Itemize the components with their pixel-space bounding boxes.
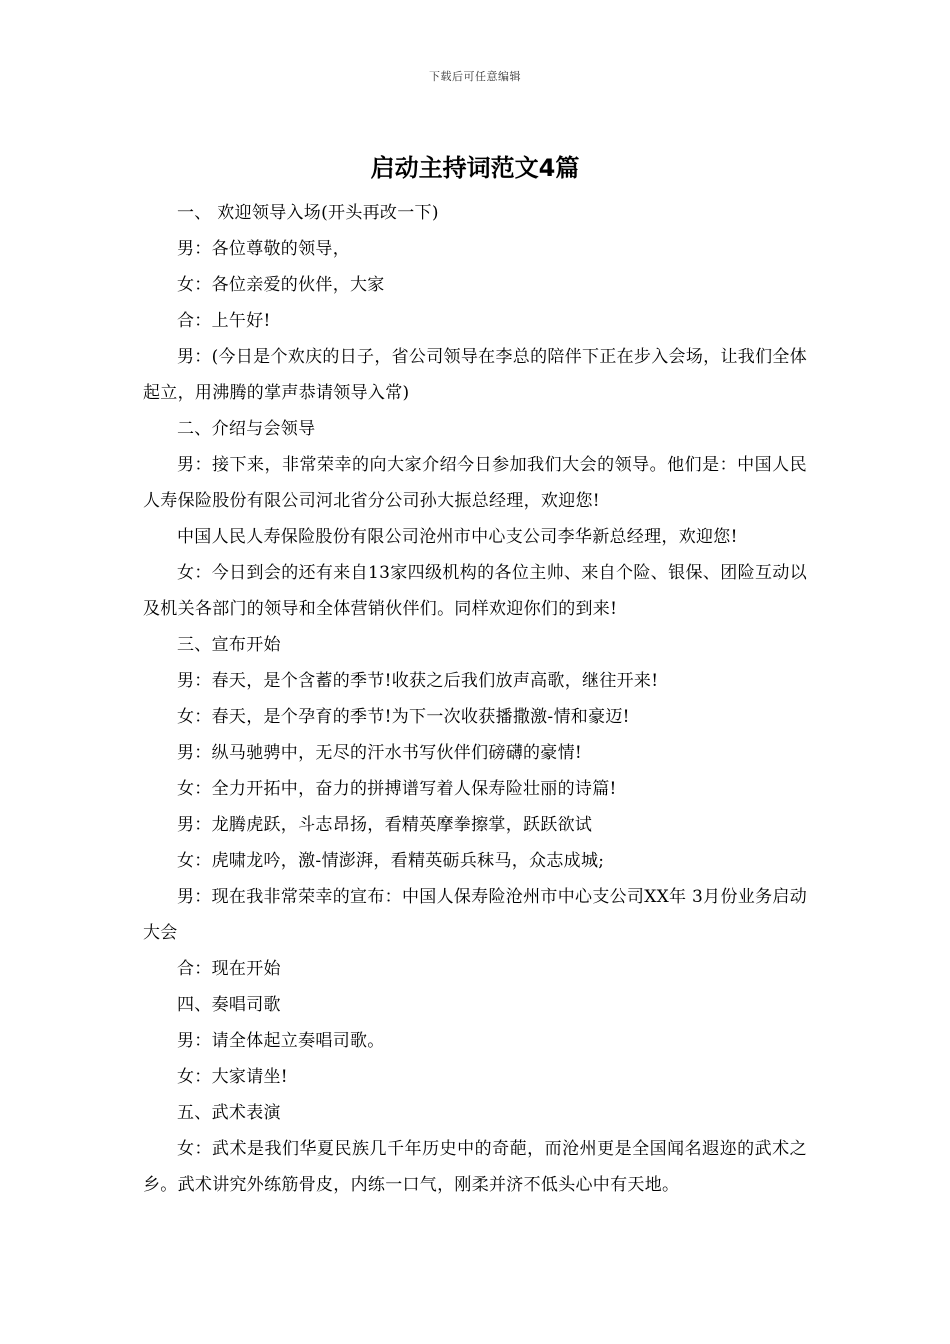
paragraph: 女：各位亲爱的伙伴，大家 [177,275,385,295]
paragraph: 男：龙腾虎跃，斗志昂扬，看精英摩拳擦掌，跃跃欲试 [177,815,593,835]
paragraph: 合：现在开始 [177,959,281,979]
paragraph: 中国人民人寿保险股份有限公司沧州市中心支公司李华新总经理，欢迎您! [177,527,738,547]
paragraph: 男：各位尊敬的领导， [177,239,350,259]
header-note: 下载后可任意编辑 [429,70,521,83]
paragraph: 女：大家请坐! [177,1067,288,1087]
document-title: 启动主持词范文4篇 [370,154,580,182]
paragraph: 女：全力开拓中，奋力的拼搏谱写着人保寿险壮丽的诗篇! [177,779,617,799]
paragraph: 男：接下来，非常荣幸的向大家介绍今日参加我们大会的领导。他们是：中国人民人寿保险股份有限公司河北省分公司孙大振总经理，欢迎您! [143,455,807,511]
paragraph: 男：(今日是个欢庆的日子，省公司领导在李总的陪伴下正在步入会场，让我们全体起立，用沸腾的掌声恭请领导入常) [143,347,807,403]
paragraph: 女：虎啸龙吟，激-情澎湃，看精英砺兵秣马，众志成城; [177,851,605,871]
paragraph: 一、 欢迎领导入场(开头再改一下) [177,203,439,223]
paragraph: 四、奏唱司歌 [177,995,281,1015]
paragraph: 男：春天，是个含蓄的季节!收获之后我们放声高歌，继往开来! [177,671,659,691]
document-body [143,195,807,1203]
paragraph: 男：请全体起立奏唱司歌。 [177,1031,385,1051]
paragraph: 女：武术是我们华夏民族几千年历史中的奇葩，而沧州更是全国闻名遐迩的武术之乡。武术讲究外练筋骨皮，内练一口气，刚柔并济不低头心中有天地。 [143,1139,807,1195]
paragraph: 男：纵马驰骋中，无尽的汗水书写伙伴们磅礴的豪情! [177,743,583,763]
paragraph: 女：春天，是个孕育的季节!为下一次收获播撒激-情和豪迈! [177,707,630,727]
paragraph: 三、宣布开始 [177,635,281,655]
paragraph: 合：上午好! [177,311,271,331]
paragraph: 二、介绍与会领导 [177,419,316,439]
paragraph: 女：今日到会的还有来自13家四级机构的各位主帅、来自个险、银保、团险互动以及机关各部门的领导和全体营销伙伴们。同样欢迎你们的到来! [143,563,807,619]
paragraph: 五、武术表演 [177,1103,281,1123]
paragraph: 男：现在我非常荣幸的宣布：中国人保寿险沧州市中心支公司XX年 3月份业务启动大会 [143,887,807,943]
